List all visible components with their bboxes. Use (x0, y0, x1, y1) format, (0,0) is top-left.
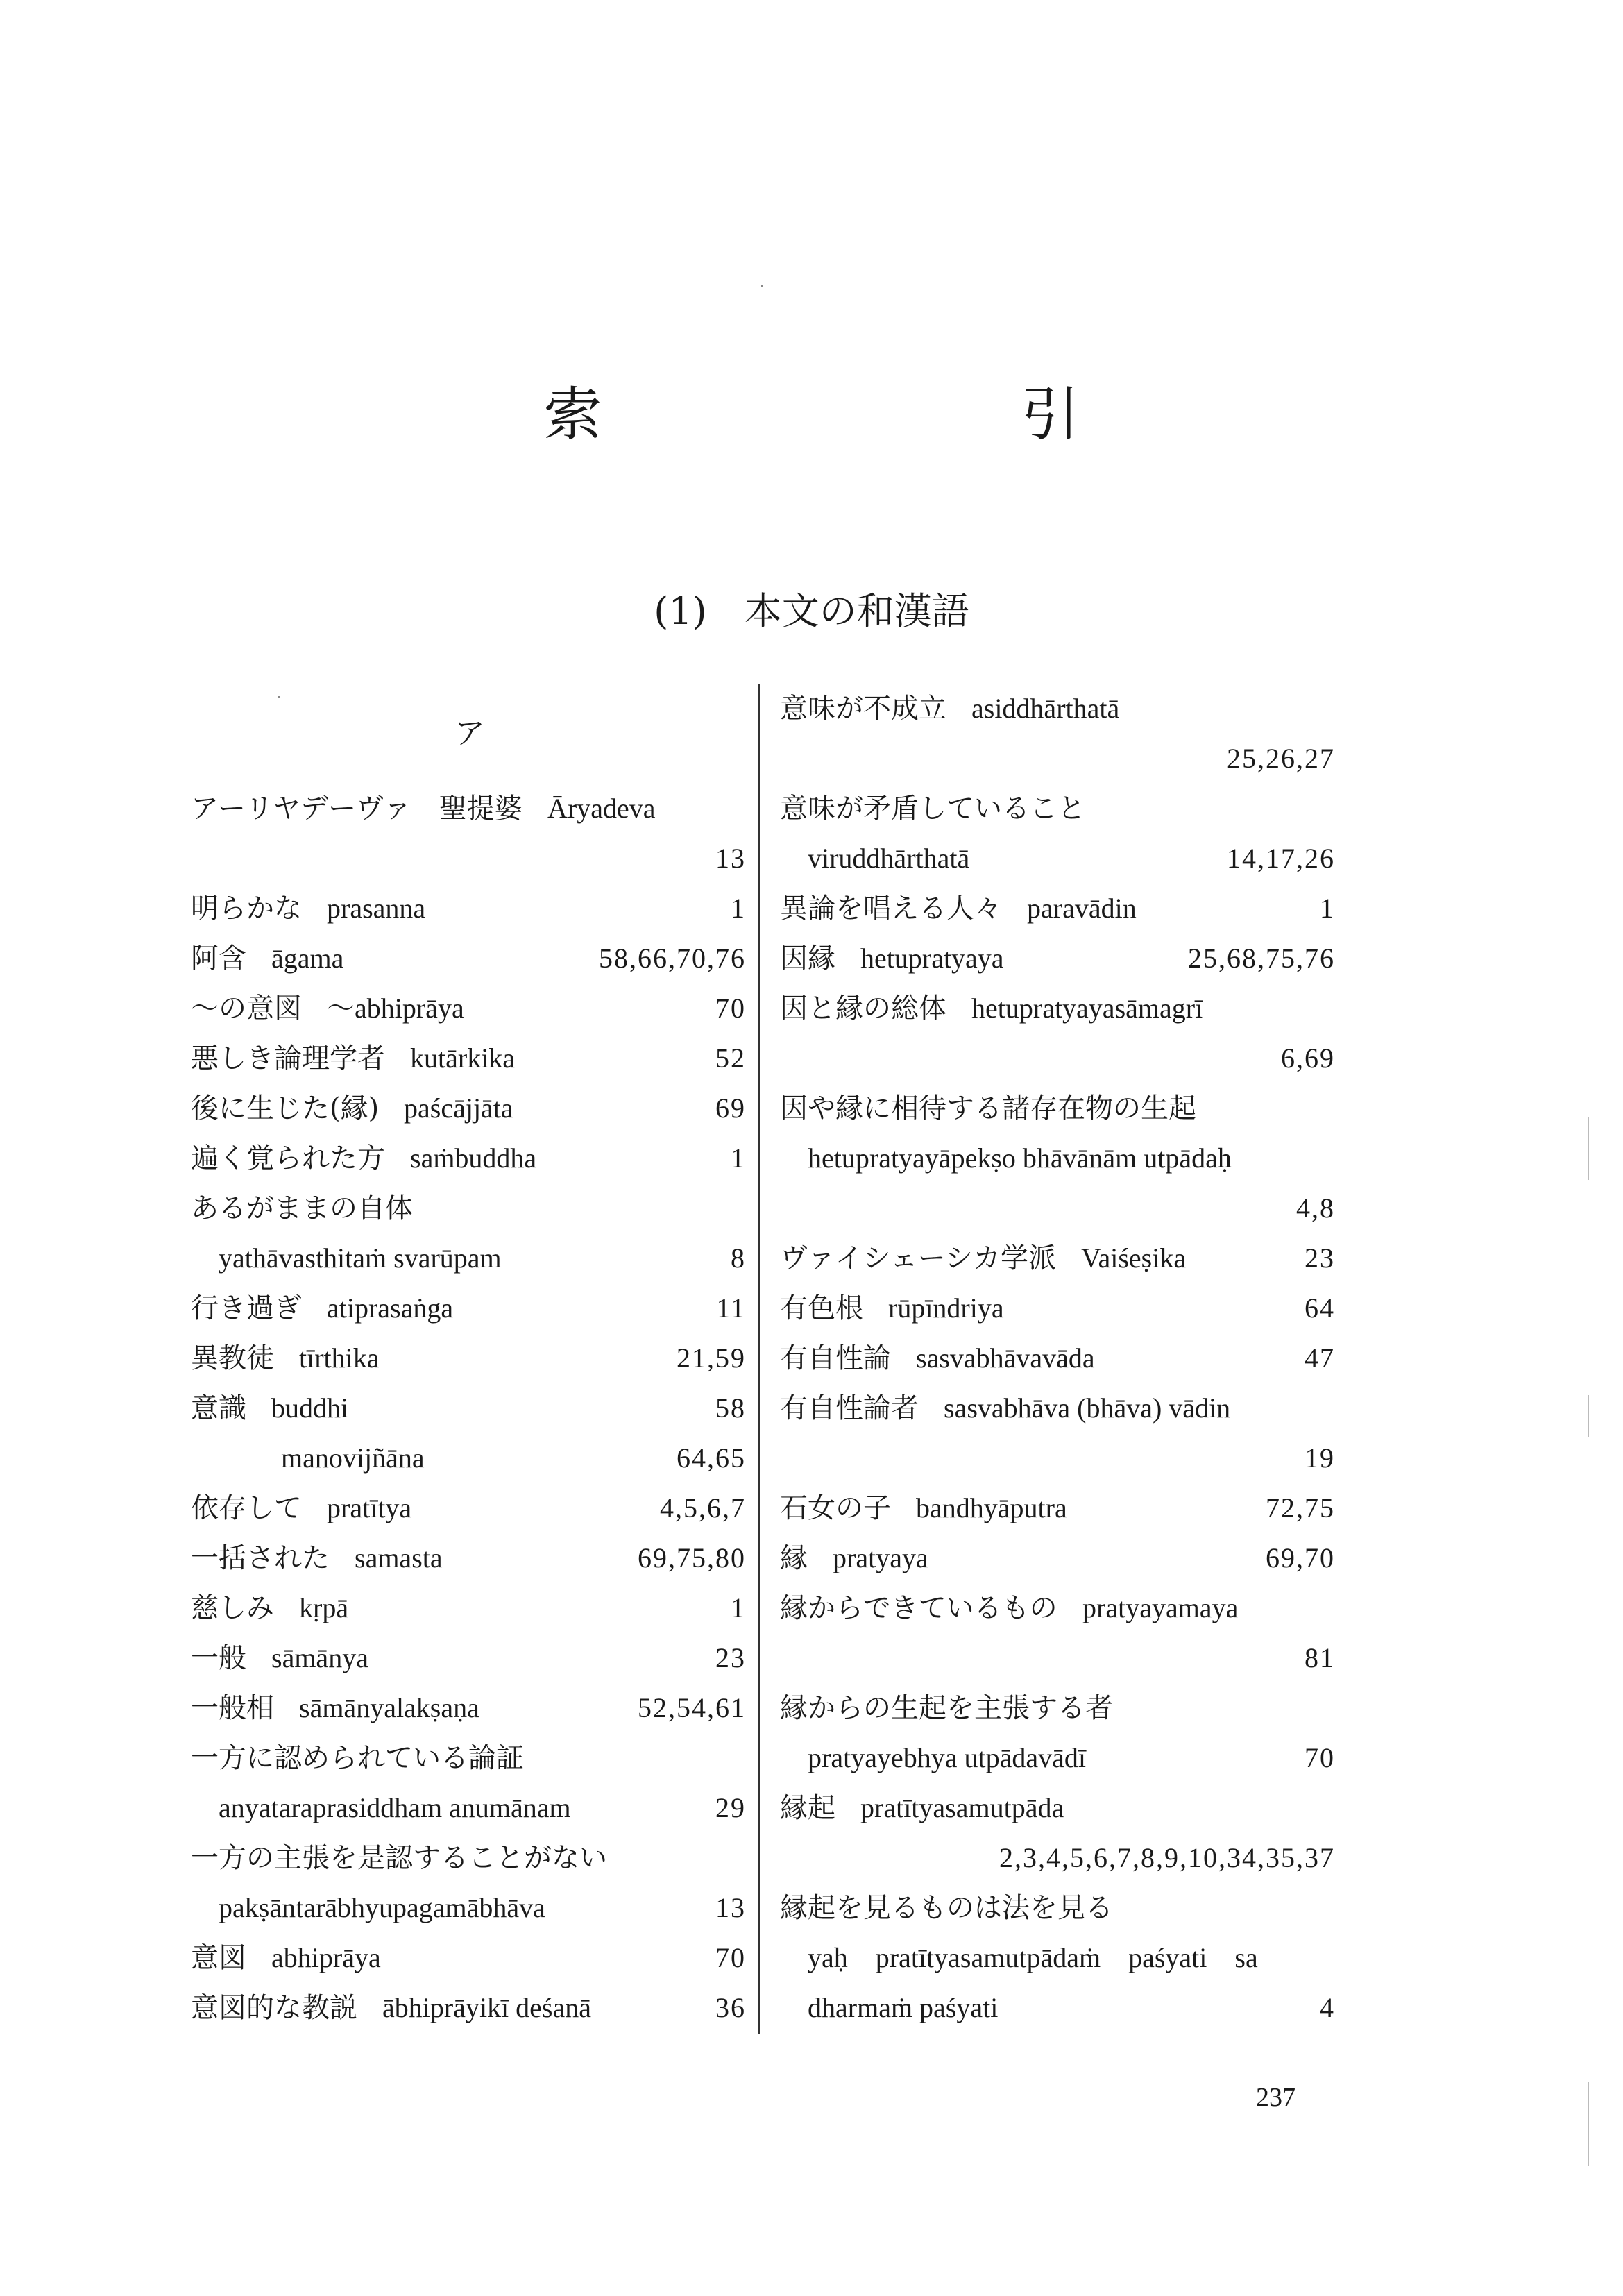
index-entry (191, 1483, 746, 1533)
scan-speck (278, 696, 280, 698)
entry-page-refs: 13 (715, 843, 746, 874)
entry-sanskrit: paścājjāta (404, 1092, 513, 1124)
entry-page-refs: 23 (1305, 1242, 1335, 1274)
index-entry (191, 1983, 746, 2033)
index-entry (780, 784, 1335, 834)
entry-page-refs: 1 (1320, 893, 1335, 924)
entry-japanese: 明らかな (191, 893, 302, 925)
entry-page-refs: 4,8 (1296, 1192, 1335, 1224)
index-entry (780, 1083, 1335, 1133)
entry-sanskrit: bandhyāputra (916, 1492, 1067, 1523)
entry-sanskrit: buddhi (271, 1392, 349, 1424)
index-entry (780, 1183, 1335, 1233)
left-column (191, 684, 746, 2033)
entry-japanese: 因縁 (780, 943, 835, 974)
scan-speck (761, 285, 763, 287)
index-entry (191, 1283, 746, 1333)
entry-japanese: 異教徒 (191, 1342, 274, 1374)
entry-sanskrit: sāmānyalakṣaṇa (299, 1692, 479, 1723)
index-entry (191, 1233, 746, 1283)
entry-sanskrit: sasvabhāva (bhāva) vādin (944, 1392, 1231, 1424)
index-entry (191, 1633, 746, 1683)
entry-page-refs: 69 (715, 1092, 746, 1124)
index-entry (780, 1133, 1335, 1183)
right-column (780, 684, 1335, 2033)
index-entry (780, 1783, 1335, 1833)
entry-japanese: 一方の主張を是認することがない (191, 1842, 607, 1874)
index-entry (191, 784, 746, 834)
entry-sanskrit: abhiprāya (271, 1942, 381, 1973)
entry-japanese: 縁からできているもの (780, 1592, 1057, 1624)
entry-japanese: 一方に認められている論証 (191, 1742, 524, 1774)
entry-page-refs: 69,75,80 (638, 1542, 746, 1573)
entry-sanskrit: paravādin (1027, 893, 1137, 924)
entry-sanskrit-line: pratyayebhya utpādavādī (808, 1742, 1086, 1773)
index-entry (780, 1033, 1335, 1083)
index-entry (191, 1733, 746, 1783)
page-number: 237 (1256, 2083, 1295, 2112)
entry-sanskrit: ～abhiprāya (327, 993, 464, 1024)
entry-japanese: 悪しき論理学者 (191, 1043, 385, 1074)
entry-page-refs: 47 (1305, 1342, 1335, 1374)
entry-japanese: 遍く覚られた方 (191, 1142, 385, 1174)
entry-page-refs: 19 (1305, 1442, 1335, 1474)
entry-sanskrit: kutārkika (410, 1043, 516, 1074)
entry-japanese: 意識 (191, 1392, 246, 1424)
entry-japanese: 意味が矛盾していること (780, 793, 1085, 825)
entry-sanskrit-line: anyataraprasiddham anumānam (219, 1792, 571, 1823)
entry-page-refs: 13 (715, 1892, 746, 1923)
scan-edge-mark (1588, 1395, 1589, 1437)
kana-heading: ア (454, 716, 485, 751)
entry-sanskrit: prasanna (327, 893, 426, 924)
index-entry (191, 1883, 746, 1933)
entry-japanese: 有色根 (780, 1292, 863, 1324)
entry-page-refs: 70 (1305, 1742, 1335, 1773)
index-entry (780, 1733, 1335, 1783)
index-entry (780, 1633, 1335, 1683)
entry-sanskrit: āgama (271, 943, 344, 974)
index-entry (780, 684, 1335, 734)
index-entry (191, 1183, 746, 1233)
entry-japanese: 意図 (191, 1942, 246, 1974)
entry-japanese: 縁起 (780, 1792, 835, 1824)
index-entry (780, 1333, 1335, 1383)
entry-page-refs: 4 (1320, 1992, 1335, 2023)
entry-japanese: 一括された (191, 1542, 330, 1574)
entry-page-refs: 58,66,70,76 (599, 943, 746, 974)
index-entry (780, 1833, 1335, 1883)
index-entry (191, 884, 746, 934)
index-entry (191, 984, 746, 1033)
index-entry (191, 1333, 746, 1383)
entry-page-refs: 1 (731, 893, 746, 924)
entry-page-refs: 8 (731, 1242, 746, 1274)
entry-sanskrit: sāmānya (271, 1642, 368, 1673)
index-entry (191, 1383, 746, 1433)
entry-japanese: 依存して (191, 1492, 302, 1524)
index-entry (780, 1533, 1335, 1583)
entry-sanskrit-line: yathāvasthitaṁ svarūpam (219, 1242, 502, 1274)
column-divider (758, 684, 760, 2034)
index-entry (780, 1583, 1335, 1633)
entry-sanskrit: asiddhārthatā (971, 693, 1120, 724)
entry-japanese: 異論を唱える人々 (780, 893, 1002, 925)
entry-sanskrit: tīrthika (299, 1342, 380, 1374)
index-entry (780, 1283, 1335, 1333)
index-entry (191, 934, 746, 984)
index-entry (780, 1933, 1335, 1983)
entry-japanese: 意図的な教説 (191, 1992, 357, 2024)
entry-japanese: 一般相 (191, 1692, 274, 1724)
index-entry (780, 884, 1335, 934)
entry-sanskrit-line: pakṣāntarābhyupagamābhāva (219, 1892, 545, 1923)
index-entry (780, 1983, 1335, 2033)
entry-japanese: 因や縁に相待する諸存在物の生起 (780, 1092, 1196, 1124)
entry-page-refs: 1 (731, 1142, 746, 1174)
entry-japanese: 有自性論者 (780, 1392, 919, 1424)
entry-japanese: 因と縁の総体 (780, 993, 946, 1024)
entry-page-refs: 4,5,6,7 (660, 1492, 746, 1523)
entry-sanskrit: saṁbuddha (410, 1142, 537, 1174)
entry-page-refs: 81 (1305, 1642, 1335, 1673)
entry-sanskrit-line: viruddhārthatā (808, 843, 970, 874)
entry-japanese: 縁からの生起を主張する者 (780, 1692, 1113, 1724)
scan-edge-mark (1588, 1117, 1589, 1180)
entry-japanese: ヴァイシェーシカ学派 (780, 1242, 1056, 1274)
entry-page-refs: 52,54,61 (638, 1692, 746, 1723)
section-title: (1) 本文の和漢語 (654, 589, 969, 633)
entry-japanese: ～の意図 (191, 993, 302, 1024)
entry-page-refs: 25,26,27 (1227, 743, 1335, 774)
entry-japanese: 慈しみ (191, 1592, 274, 1624)
entry-sanskrit: atiprasaṅga (327, 1292, 454, 1324)
entry-page-refs: 52 (715, 1043, 746, 1074)
entry-sanskrit: samasta (355, 1542, 443, 1573)
index-entry (191, 834, 746, 884)
index-entry (191, 1933, 746, 1983)
entry-japanese: 意味が不成立 (780, 693, 946, 725)
entry-sanskrit-line: hetupratyayāpekṣo bhāvānām utpādaḥ (808, 1142, 1232, 1174)
entry-sanskrit-line: dharmaṁ paśyati (808, 1992, 999, 2023)
entry-sanskrit: hetupratyayasāmagrī (971, 993, 1203, 1024)
entry-sanskrit: rūpīndriya (888, 1292, 1004, 1324)
index-entry (780, 1433, 1335, 1483)
entry-page-refs: 70 (715, 1942, 746, 1973)
entry-page-refs: 58 (715, 1392, 746, 1424)
index-entry (191, 1033, 746, 1083)
index-entry (780, 1683, 1335, 1733)
entry-sanskrit: ābhiprāyikī deśanā (382, 1992, 591, 2023)
index-entry (191, 1133, 746, 1183)
entry-page-refs: 29 (715, 1792, 746, 1823)
entry-japanese: 阿含 (191, 943, 246, 974)
entry-sanskrit-line: yaḥ pratītyasamutpādaṁ paśyati sa (808, 1942, 1258, 1973)
entry-page-refs: 72,75 (1266, 1492, 1335, 1523)
entry-japanese: 後に生じた(縁) (191, 1092, 380, 1124)
entry-japanese: 行き過ぎ (191, 1292, 302, 1324)
entry-sanskrit: pratītya (327, 1492, 412, 1523)
entry-sanskrit: sasvabhāvavāda (916, 1342, 1095, 1374)
entry-page-refs: 25,68,75,76 (1188, 943, 1335, 974)
entry-japanese: あるがままの自体 (191, 1192, 413, 1224)
index-entry (191, 1433, 746, 1483)
index-entry (191, 1583, 746, 1633)
entry-page-refs: 1 (731, 1592, 746, 1623)
scan-edge-mark (1588, 2082, 1589, 2166)
index-entry (191, 1083, 746, 1133)
index-entry (191, 1533, 746, 1583)
entry-sanskrit: Āryadeva (547, 793, 656, 824)
entry-page-refs: 70 (715, 993, 746, 1024)
entry-sanskrit: pratyaya (833, 1542, 928, 1573)
entry-japanese: 石女の子 (780, 1492, 891, 1524)
index-entry (780, 934, 1335, 984)
entry-japanese: アーリヤデーヴァ 聖提婆 (191, 793, 522, 825)
index-entry (191, 1833, 746, 1883)
index-entry (780, 1883, 1335, 1933)
index-entry (780, 1483, 1335, 1533)
index-entry (780, 984, 1335, 1033)
index-entry (780, 734, 1335, 784)
index-entry (780, 1383, 1335, 1433)
entry-page-refs: 64,65 (677, 1442, 746, 1474)
entry-page-refs: 36 (715, 1992, 746, 2023)
entry-page-refs: 64 (1305, 1292, 1335, 1324)
entry-japanese: 有自性論 (780, 1342, 891, 1374)
entry-japanese: 縁起を見るものは法を見る (780, 1892, 1113, 1924)
entry-sanskrit: pratyayamaya (1082, 1592, 1239, 1623)
entry-japanese: 一般 (191, 1642, 246, 1674)
entry-page-refs: 6,69 (1281, 1043, 1335, 1074)
entry-page-refs: 69,70 (1266, 1542, 1335, 1573)
entry-sanskrit-line: manovijñāna (281, 1442, 425, 1474)
page-title: 索 引 (543, 380, 1260, 448)
entry-sanskrit: Vaiśeṣika (1081, 1242, 1187, 1274)
entry-page-refs: 11 (716, 1292, 746, 1324)
entry-sanskrit: pratītyasamutpāda (860, 1792, 1064, 1823)
entry-sanskrit: kṛpā (299, 1592, 349, 1623)
entry-page-refs: 2,3,4,5,6,7,8,9,10,34,35,37 (999, 1842, 1335, 1873)
entry-page-refs: 14,17,26 (1227, 843, 1335, 874)
entry-page-refs: 21,59 (677, 1342, 746, 1374)
entry-page-refs: 23 (715, 1642, 746, 1673)
index-entry (191, 1783, 746, 1833)
entry-japanese: 縁 (780, 1542, 808, 1574)
entry-sanskrit: hetupratyaya (860, 943, 1004, 974)
index-entry (780, 834, 1335, 884)
index-entry (191, 1683, 746, 1733)
index-entry (780, 1233, 1335, 1283)
